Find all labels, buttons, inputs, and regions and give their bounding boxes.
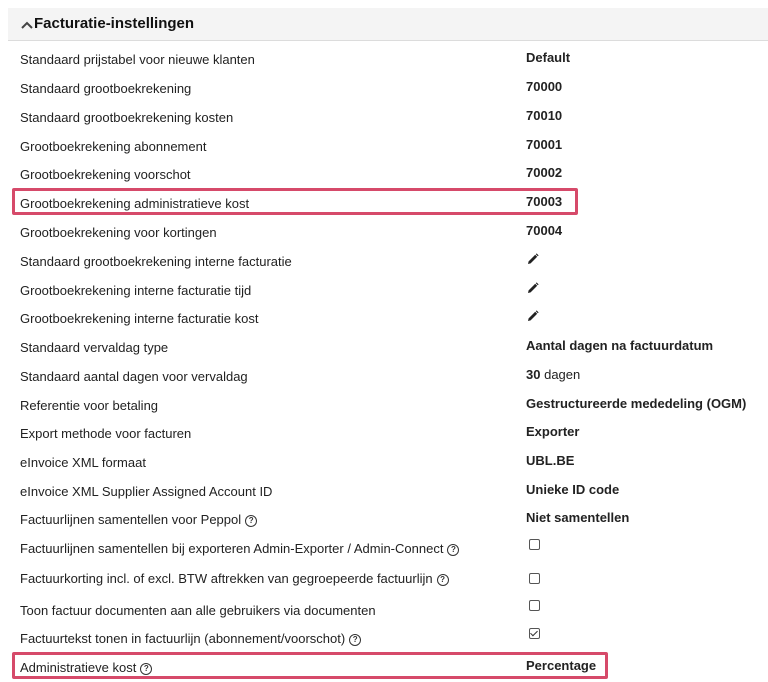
setting-label: Grootboekrekening administratieve kost xyxy=(20,196,250,211)
setting-label: Standaard prijstabel voor nieuwe klanten xyxy=(20,52,255,67)
setting-row xyxy=(8,506,768,534)
setting-label: Standaard aantal dagen voor vervaldag xyxy=(20,369,248,384)
pencil-icon[interactable] xyxy=(526,281,540,295)
setting-row xyxy=(8,104,768,132)
setting-label xyxy=(20,571,449,587)
setting-label: eInvoice XML formaat xyxy=(20,455,146,470)
setting-row xyxy=(8,161,768,189)
pencil-icon[interactable] xyxy=(526,309,540,323)
setting-value[interactable]: Unieke ID code xyxy=(526,482,620,497)
checkbox[interactable] xyxy=(529,573,540,584)
setting-row xyxy=(8,46,768,74)
question-circle-icon[interactable]: ? xyxy=(140,663,152,675)
setting-value[interactable]: Niet samentellen xyxy=(526,510,630,525)
setting-label: Standaard vervaldag type xyxy=(20,340,169,355)
setting-value[interactable]: Exporter xyxy=(526,424,580,439)
setting-value[interactable]: 70000 xyxy=(526,79,563,94)
setting-row xyxy=(8,565,768,593)
chevron-up-icon[interactable] xyxy=(20,20,34,30)
label-text: Administratieve kost xyxy=(20,660,137,675)
setting-value[interactable]: 70010 xyxy=(526,108,563,123)
label-text: Factuurkorting incl. of excl. BTW aftrekken van gegroepeerde factuurlijn xyxy=(20,571,433,586)
section-title: Facturatie-instellingen xyxy=(34,15,195,32)
setting-row xyxy=(8,478,768,506)
setting-row xyxy=(8,535,768,563)
setting-value[interactable]: 70004 xyxy=(526,223,563,238)
setting-value[interactable]: UBL.BE xyxy=(526,453,575,468)
setting-label: Standaard grootboekrekening kosten xyxy=(20,110,234,125)
setting-row xyxy=(8,305,768,333)
setting-label xyxy=(20,631,361,647)
setting-value[interactable]: Gestructureerde mededeling (OGM) xyxy=(526,396,747,411)
setting-label xyxy=(20,660,152,676)
setting-label: Grootboekrekening voor kortingen xyxy=(20,225,217,240)
setting-row xyxy=(8,219,768,247)
question-circle-icon[interactable]: ? xyxy=(349,634,361,646)
setting-row xyxy=(8,133,768,161)
setting-value[interactable]: 70003 xyxy=(526,194,563,209)
setting-row-admin-cost xyxy=(8,654,768,682)
days-number: 30 xyxy=(526,367,541,382)
label-text: Factuurlijnen samentellen bij exporteren Admin-Exporter / Admin-Connect xyxy=(20,541,444,556)
setting-label: Standaard grootboekrekening xyxy=(20,81,192,96)
setting-label: Grootboekrekening voorschot xyxy=(20,167,191,182)
setting-label xyxy=(20,512,257,528)
setting-label: Grootboekrekening interne facturatie kost xyxy=(20,311,259,326)
label-text: Factuurtekst tonen in factuurlijn (abonnement/voorschot) xyxy=(20,631,346,646)
setting-value[interactable]: Aantal dagen na factuurdatum xyxy=(526,338,714,353)
setting-label: Grootboekrekening abonnement xyxy=(20,139,207,154)
setting-row xyxy=(8,597,768,625)
question-circle-icon[interactable]: ? xyxy=(447,544,459,556)
setting-label: eInvoice XML Supplier Assigned Account ID xyxy=(20,484,273,499)
question-circle-icon[interactable]: ? xyxy=(437,574,449,586)
setting-row xyxy=(8,75,768,103)
setting-row xyxy=(8,625,768,653)
setting-value[interactable]: Default xyxy=(526,50,571,65)
setting-row xyxy=(8,248,768,276)
setting-label xyxy=(20,541,459,557)
checkbox[interactable] xyxy=(529,539,540,550)
setting-row xyxy=(8,277,768,305)
setting-label: Referentie voor betaling xyxy=(20,398,159,413)
setting-label: Toon factuur documenten aan alle gebruikers via documenten xyxy=(20,603,376,618)
section-header[interactable] xyxy=(8,8,768,41)
setting-value[interactable]: Percentage xyxy=(526,658,597,673)
setting-row xyxy=(8,334,768,362)
days-unit: dagen xyxy=(544,367,581,382)
setting-value[interactable] xyxy=(526,367,580,383)
checkbox[interactable] xyxy=(529,600,540,611)
setting-label: Grootboekrekening interne facturatie tijd xyxy=(20,283,252,298)
setting-row xyxy=(8,420,768,448)
setting-value[interactable]: 70002 xyxy=(526,165,563,180)
label-text: Factuurlijnen samentellen voor Peppol xyxy=(20,512,242,527)
setting-label: Export methode voor facturen xyxy=(20,426,192,441)
setting-row xyxy=(8,363,768,391)
pencil-icon[interactable] xyxy=(526,252,540,266)
setting-row xyxy=(8,449,768,477)
setting-row xyxy=(8,392,768,420)
setting-value[interactable]: 70001 xyxy=(526,137,563,152)
setting-row-admin-cost-account xyxy=(8,190,768,218)
checkbox-checked[interactable] xyxy=(529,628,540,639)
question-circle-icon[interactable]: ? xyxy=(245,515,257,527)
setting-label: Standaard grootboekrekening interne facturatie xyxy=(20,254,292,269)
